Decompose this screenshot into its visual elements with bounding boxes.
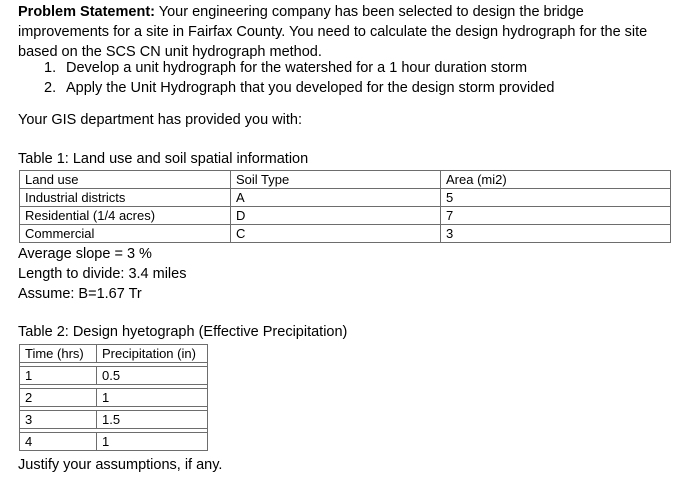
table-header-row <box>20 345 208 363</box>
table-header-cell: Soil Type <box>231 171 441 189</box>
hyetograph-table <box>19 344 208 451</box>
problem-statement-label: Problem Statement: <box>18 4 155 20</box>
table-cell: D <box>231 207 441 225</box>
table-cell: 3 <box>441 225 671 243</box>
table-cell: Industrial districts <box>20 189 231 207</box>
table-cell: A <box>231 189 441 207</box>
table-header-cell: Area (mi2) <box>441 171 671 189</box>
task-number: 2. <box>44 80 57 96</box>
task-item-2 <box>44 80 554 96</box>
note-length-to-divide: Length to divide: 3.4 miles <box>18 266 187 282</box>
table-cell: 2 <box>20 389 97 407</box>
table-row <box>20 389 208 407</box>
problem-statement-text: Your engineering company has been selected to design the bridge improvements for a site in Fairfax County. You need to calculate the design hydrograph for the site based on the SCS CN unit hydrograph method. <box>18 4 648 60</box>
table-header-cell: Time (hrs) <box>20 345 97 363</box>
table-cell: C <box>231 225 441 243</box>
table-cell: 3 <box>20 411 97 429</box>
table1-title: Table 1: Land use and soil spatial information <box>18 151 309 167</box>
table-row <box>20 207 671 225</box>
table-cell: 1.5 <box>97 411 208 429</box>
table-cell: 0.5 <box>97 367 208 385</box>
task-item-1 <box>44 60 527 76</box>
table-cell: 1 <box>97 433 208 451</box>
note-average-slope: Average slope = 3 % <box>18 246 152 262</box>
task-text: Apply the Unit Hydrograph that you developed for the design storm provided <box>66 80 555 96</box>
problem-statement <box>18 2 678 62</box>
table-row <box>20 225 671 243</box>
table-header-cell: Precipitation (in) <box>97 345 208 363</box>
table2-title: Table 2: Design hyetograph (Effective Precipitation) <box>18 324 348 340</box>
table-cell: 5 <box>441 189 671 207</box>
table-row <box>20 433 208 451</box>
table-row <box>20 367 208 385</box>
table-cell: 7 <box>441 207 671 225</box>
table-cell: 4 <box>20 433 97 451</box>
table-row <box>20 189 671 207</box>
gis-intro: Your GIS department has provided you with: <box>18 112 302 128</box>
land-use-table <box>19 170 671 243</box>
task-number: 1. <box>44 60 57 76</box>
table-header-cell: Land use <box>20 171 231 189</box>
task-text: Develop a unit hydrograph for the watershed for a 1 hour duration storm <box>66 60 528 76</box>
table-cell: Residential (1/4 acres) <box>20 207 231 225</box>
table-cell: Commercial <box>20 225 231 243</box>
note-assumption: Assume: B=1.67 Tr <box>18 286 142 302</box>
footer-note: Justify your assumptions, if any. <box>18 457 223 473</box>
table-cell: 1 <box>20 367 97 385</box>
table-header-row <box>20 171 671 189</box>
table-row <box>20 411 208 429</box>
table-cell: 1 <box>97 389 208 407</box>
